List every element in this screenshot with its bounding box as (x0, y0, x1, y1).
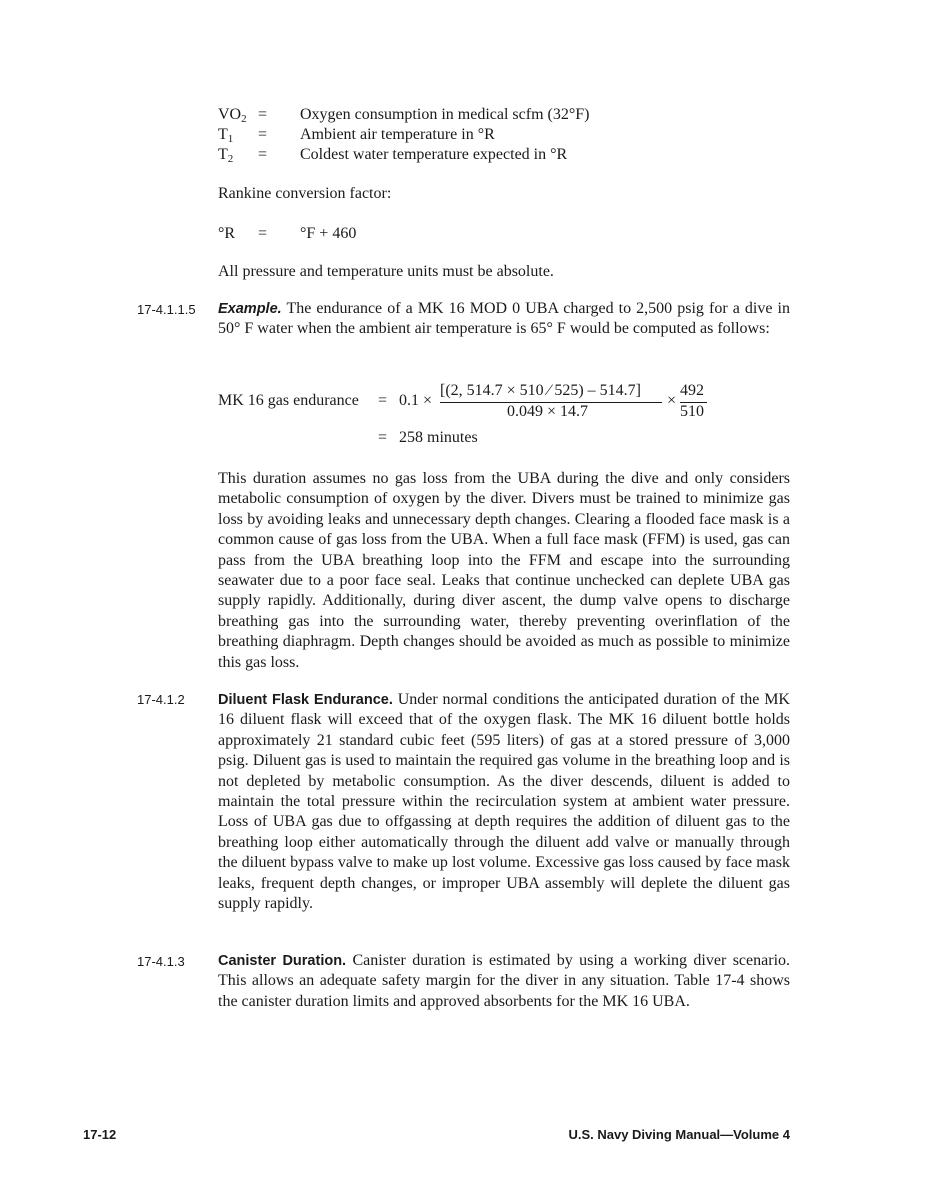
canister-heading: Canister Duration. (218, 953, 347, 969)
gas-loss-paragraph: This duration assumes no gas loss from the UBA during the dive and only considers metabolic consumption of oxygen by the diver. Divers must be trained to minimize gas loss by avoiding leaks and unnecessary depth changes. Clearing a flooded face mask is a common cause of gas loss from the UBA. When a full face mask (FFM) is used, gas can pass from the UBA breathing loop into the FFM and escape into the surrounding seawater due to a poor face seal. Leaks that continue unchecked can deplete UBA gas supply rapidly. Additionally, during diver ascent, the dump valve opens to discharge breathing gas into the surrounding water, thereby preventing overinflation of the breathing diaphragm. Depth changes should be avoided as much as possible to minimize this gas loss. (218, 470, 790, 671)
definition-row (218, 125, 589, 145)
definition-text: Oxygen consumption in medical scfm (32°F) (300, 106, 590, 123)
absolute-units-note: All pressure and temperature units must be absolute. (218, 263, 554, 280)
equation-numerator-2: 492 (680, 382, 704, 399)
variable-definitions (218, 105, 589, 165)
definition-equals: = (258, 146, 268, 163)
diluent-text: Under normal conditions the anticipated duration of the MK 16 diluent flask will exceed that of the oxygen flask. The MK 16 diluent bottle holds approximately 21 standard cubic feet (595 liters) of gas at a stored pressure of 3,000 psig. Diluent gas is used to maintain the required gas volume in the breathing loop and is not depleted by metabolic consumption. As the diver descends, diluent is added to maintain the total pressure within the recirculation system at ambient water pressure. Loss of UBA gas due to offgassing at depth requires the addition of diluent gas to the breathing loop either automatically through the diluent add valve or manually through the diluent bypass valve to make up lost volume. Excessive gas loss caused by face mask leaks, frequent depth changes, or improper UBA assembly will deplete the diluent gas supply rapidly. (218, 691, 790, 913)
canister-text: Canister duration is estimated by using a working diver scenario. This allows an adequate safety margin for the diver in any situation. Table 17-4 shows the canister duration limits and approved absorbents for the MK 16 UBA. (218, 952, 791, 1010)
equation-coefficient: 0.1 × (399, 392, 433, 409)
equation-equals-2: = (378, 429, 388, 446)
definition-row (218, 105, 589, 125)
example-heading: Example. (218, 301, 282, 317)
section-number: 17-4.1.1.5 (137, 302, 196, 317)
definition-row (218, 145, 589, 165)
rankine-lhs: °R (218, 225, 236, 242)
rankine-rhs: °F + 460 (300, 225, 357, 242)
rankine-label: Rankine conversion factor: (218, 185, 392, 202)
equation-denominator-2: 510 (680, 403, 704, 420)
equation-result: 258 minutes (399, 429, 478, 446)
definition-text: Coldest water temperature expected in °R (300, 146, 568, 163)
manual-title: U.S. Navy Diving Manual—Volume 4 (568, 1127, 790, 1142)
example-text: The endurance of a MK 16 MOD 0 UBA charged to 2,500 psig for a dive in 50° F water when the ambient air temperature is 65° F would be computed as follows: (218, 300, 790, 338)
equation-times: × (667, 392, 677, 409)
equation-equals: = (378, 392, 388, 409)
example-paragraph (218, 299, 790, 340)
rankine-formula (218, 224, 356, 244)
diluent-paragraph (218, 690, 790, 914)
equation-numerator: [(2, 514.7 × 510 ⁄ 525) – 514.7] (440, 382, 642, 399)
page-number: 17-12 (83, 1127, 117, 1142)
definition-text: Ambient air temperature in °R (300, 126, 495, 143)
definition-symbol: $VO_2$ (218, 106, 247, 125)
canister-paragraph (218, 951, 790, 1012)
diluent-heading: Diluent Flask Endurance. (218, 692, 393, 708)
definition-equals: = (258, 106, 268, 123)
rankine-equals: = (258, 225, 268, 242)
definition-symbol: $T_2$ (218, 146, 234, 165)
section-number: 17-4.1.2 (137, 692, 185, 707)
definition-equals: = (258, 126, 268, 143)
section-number: 17-4.1.3 (137, 954, 185, 969)
definition-symbol: $T_1$ (218, 126, 234, 145)
gas-endurance-equation (218, 382, 738, 452)
equation-denominator: 0.049 × 14.7 (507, 403, 589, 420)
equation-lhs: MK 16 gas endurance (218, 392, 359, 409)
